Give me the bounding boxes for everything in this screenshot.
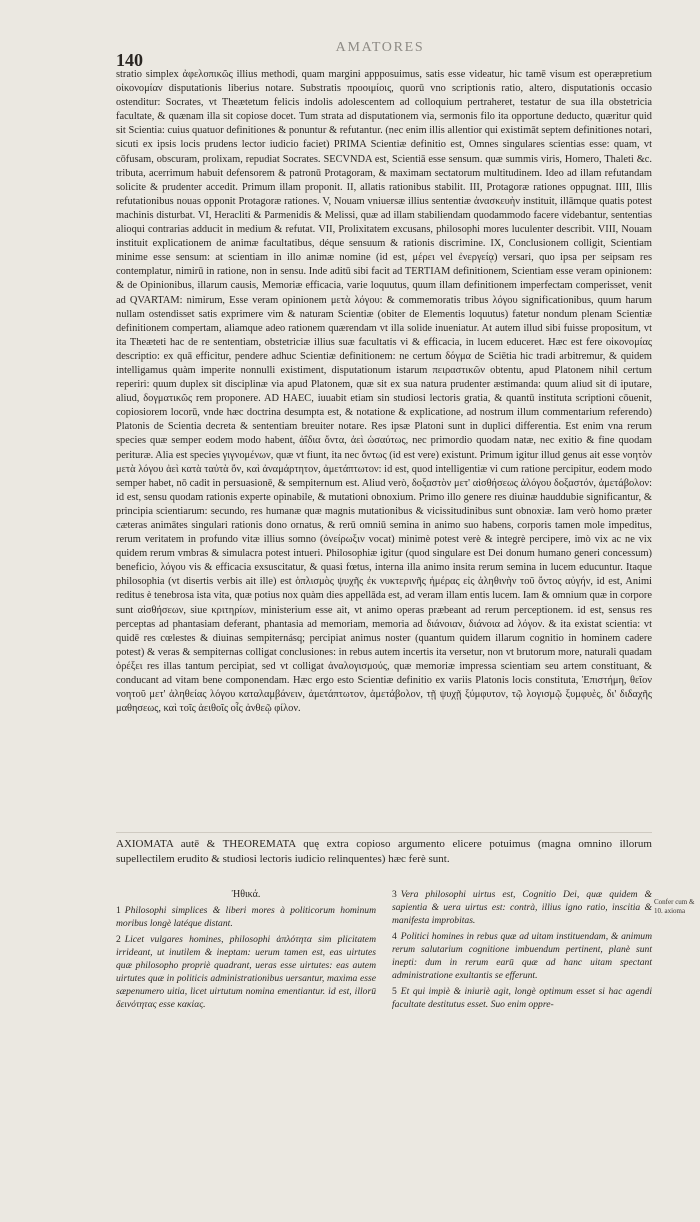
axioms-left-column	[116, 888, 376, 1014]
axiom-text: Licet vulgares homines, philosophi ἁπλότητα sim plicitatem irrideant, ut inutilem & ineptam: uerum tamen est, eas uirtutes quæ philosopho propriè quadrant, ueras esse uirtutes: eas autem uirtutes quæ in politicis administrationibus uersantur, maxima esse sæpenumero uitia, licet uirtutum nomina ementiantur. id est, illorū δεινότητας esse κακίας.	[116, 934, 376, 1010]
section-divider	[116, 832, 652, 833]
axiom-text: Politici homines in rebus quæ ad uitam instituendam, & animum rerum salutarium cognitione imbuendum pertinent, planè sunt inepti: dum in rerum earū quæ ad hanc uitam spectant administratione exultantis se efferunt.	[392, 931, 652, 981]
axiom-item	[116, 904, 376, 930]
margin-note: Confer cum & 10. axioma	[654, 898, 695, 915]
axiom-text: Vera philosophi uirtus est, Cognitio Dei, quæ quidem & sapientia & uera uirtus est: contrà, illius igno ratio, inscitia & manifesta improbitas.	[392, 889, 652, 926]
axiom-number: 5	[392, 986, 397, 997]
commentary-text	[116, 68, 652, 716]
axiom-item	[392, 930, 652, 982]
axioms-right-column	[392, 888, 652, 1014]
axiom-number: 2	[116, 934, 121, 945]
axioms-intro: AXIOMATA autē & THEOREMATA quę extra copioso argumento elicere potuimus (magna omnino illorum supellectilem erudito & studiosi lectoris iudicio relinquentes) hæc ferè sunt.	[116, 838, 652, 865]
axiom-text: Et qui impiè & iniuriè agit, longè optimum esset si hac agendi facultate destitutus esset. Suo enim oppre-	[392, 986, 652, 1010]
commentary-paragraph: stratio simplex ἀφελοπικῶς illius methodi, quam margini appposuimus, satis esse videatur, hic tamē visum est operæpretium οἰκονομίαν disputationis liberius notare. Substratis προοιμίοις, quorū vno scriptionis ratio, altero, disputationis occasio ostenditur: Socrates, vt Theætetum felicis indolis adolescentem ad colloquium pertraheret, testatur de sua illa obstetricia facultate, & quænam illa sit copiose docet. Tum strata ad disputationem via, sermonis filo ita opportune deducto, quæritur quid sit Scientia: cuius quatuor definitiones & ponuntur & refutantur. (nec enim illis allentior qui existimāt septem definitiones notari, sicuti ex ipsis locis prudens lector iudicio faciet) PRIMA Scientiæ definitio est, Omnes singulares scientias esse: quam, vt cōfusam, obscuram, prolixam, repudiat Socrates. SECVNDA est, Scientiā esse sensum. quæ summis viris, Homero, Thaleti &c. tributa, acerrimum habuit defensorem & patronū Protagoram, & maximam sectatorum multitudinem. Ideo ad illam refutandam solicite & prudenter accedit. Primum illam proponit. II, allatis rationibus stabilit. III, Protagoræ rationes oppugnat. IIII, Illis refutationibus nouas opponit Protagoræ rationes. V, Nouam vniuersæ illius sententiæ ἀνασκευὴν instituit, illāmque quatis potest machinis disturbat. VI, Heracliti & Parmenidis & Melissi, quæ ad illam stabiliendam quodammodo facere videbantur, sententias alioqui contrarias adducit in medium & refutat. VII, Prolixitatem excusans, philosophi mores luculenter describit. VIII, Nouam instituit explicationem de animæ facultatibus, déque sensuum & rationis discrimine. IX, Conclusionem colligit, Scientiam minime esse sensum: at scientiam in illo animæ nomine (id est, μέρει vel ἐνεργείᾳ) versari, quo ipsa per seipsam res contemplatur, nimirū in ratione, non in sensu. Inde aditū sibi facit ad TERTIAM definitionem, Scientiam esse veram opinionem: & de Opinionibus, illarum causis, Memoriæ efficacia, varie loquutus, quum illam definitionem imperfectam comperisset, venit ad QVARTAM: nimirum, Esse veram opinionem μετὰ λόγου: & commemoratis tribus λόγου significationibus, quum harum nullam ostendisset satis exprimere vim & naturam Scientiæ (obiter de Elementis loquutus) fatetur nondum plenam Scientiæ definitionem compertam, aliamque adeo rationem quærendam vt illa solide inueniatur. At autem illud sibi fuisse propositum, vt ita Theæteti hac de re sententiam, obstetriciæ illius suæ facultatis vi & efficacia, in lucem educeret. Hæc est fere οἰκονομίας descriptio: ex quā efficitur, pendere adhuc Scientiæ definitionem: ne certum δόγμα de Sciētia hic tradi arbitremur, & quidem intelligamus quàm imperite nonnulli existiment, disputationum istarum πειραστικῶν obtentu, apud Platonem nihil certum reperiri: quum duplex sit disciplinæ via apud Platonem, quæ sit ex sua natura prudenter æstimanda: quum aliud sit di iputare, aliud, δογματικῶς rem proponere. AD HAEC, iuuabit etiam sin studiosi lectoris gratia, & quantū instituta scriptioni cōuenit, copiosiorem locorū, vnde hæc doctrina desumpta est, & notatione & explicatione, ad nostrum illum commentarium referendo) Platonis de Scientia decreta & sententiam breuiter notare. Res ipsæ Platoni sunt in duplici differentia. Est enim vna rerum species quæ semper eodem modo habent, ἀΐδια ὄντα, ἀεὶ ὡσαύτως, nec primordio quodam natæ, nec exitio & fine quodam perituræ. Alia est species γιγνομένων, quæ vt fiunt, ita nec ὄντως (id est vere) existunt. Primum igitur illud genus ait esse νοητὸν μετὰ λόγου ἀεὶ κατὰ ταὐτὰ ὄν, καὶ ἀναμάρτητον, ἀμετάπτωτον: id est, quod intelligentiæ vi cum ratione percipitur, eodem modo semper habet, nō cadit in persuasionē, & sempiternum est. Aliud verò, δοξαστὸν μετ' αἰσθήσεως ἀλόγου δοξαστόν, ἀμετάβολον: id est, sensu quodam rationis experte opinabile, & mutationi obnoxium. Primo illo genere res diuinæ hauddubie significantur, & principia scientiarum: secundo, res humanæ quæ magnis mutationibus & vicissitudinibus sunt obnoxiæ. Iam verò homo præter cæteras animātes singulari rationis dono ornatus, & rerū omniū semina in animo suo habens, corporis tamen mole impeditus, rerum veritatem in profundo vitæ illius somno (ὀνείρωξιν vocat) minimè potest verè & integrè percipere, imò vix ac ne vix quidem rerum vmbras & simulacra potest intueri. Philosophiæ igitur (quod singulare est Dei donum humano generi concessum) beneficio, λόγου vis & efficacia exsuscitatur, & quasi fœtus, interna illa animo insita rerum semina in lucem educuntur. Itaque philosophia (vt disertis verbis ait ille) est ὁπλισμὸς ψυχῆς ἐκ νυκτερινῆς ἡμέρας εἰς ἀληθινὴν τοῦ ὄντος αὐγήν, id est, Animi reditus è tenebrosa ista vita, quæ potius nox quàm dies appellāda est, ad veram illam entis lucem. Iam & omnium quæ in corpore sunt αἰσθήσεων, siue κριτηρίων, ministerium esse ait, vt animo operas præbeant ad rerum perceptionem. id est, sensus res perceptas ad phantasiam deferant, phantasia ad memoriam, memoria ad διάνοιαν, διάνοια ad λόγον. & ita existat scientia: vt quidē res cœlestes & diuinas sempiternásq; percipiat animus noster (quantum quidem illarum cognitio in hominem cadere potest) & veras & sempiternas colligat conclusiones: in rebus autem incertis ita versetur, non vt brutorum more, naturali quadam ὀρέξει res illas tantum percipiat, sed vt colligat ἀναλογισμούς, quæ memoriæ impressa scientiam seu artem constituant, & conducant ad vitam bene componendam. Hæc ergo esto Scientiæ definitio ex variis Platonis locis constituta, Ἐπιστήμη, θεῖον νοητοῦ μετ' ἀληθείας λόγου καταλαμβάνειν, ἀμετάπτωτον, ἀμετάβολον, τῇ ψυχῇ ξύμφυτον, τῷ λογισμῷ ξυμφυὲς, δι' διδαχῆς μαθησεως, καὶ τοῖς ἀειθοῖς οἷς ἀνθεῷ φίλον.	[116, 69, 652, 715]
axiom-text: Philosophi simplices & liberi mores à politicorum hominum moribus longè latéque distant.	[116, 905, 376, 929]
axiom-item	[116, 933, 376, 1011]
axiom-item	[392, 888, 652, 927]
running-head: AMATORES	[335, 40, 425, 55]
axiom-number: 4	[392, 931, 397, 942]
axiom-number: 1	[116, 905, 121, 916]
column-heading: Ἠθικά.	[231, 889, 261, 900]
page-number: 140	[116, 50, 143, 70]
axiom-item	[392, 985, 652, 1011]
axiom-number: 3	[392, 889, 397, 900]
